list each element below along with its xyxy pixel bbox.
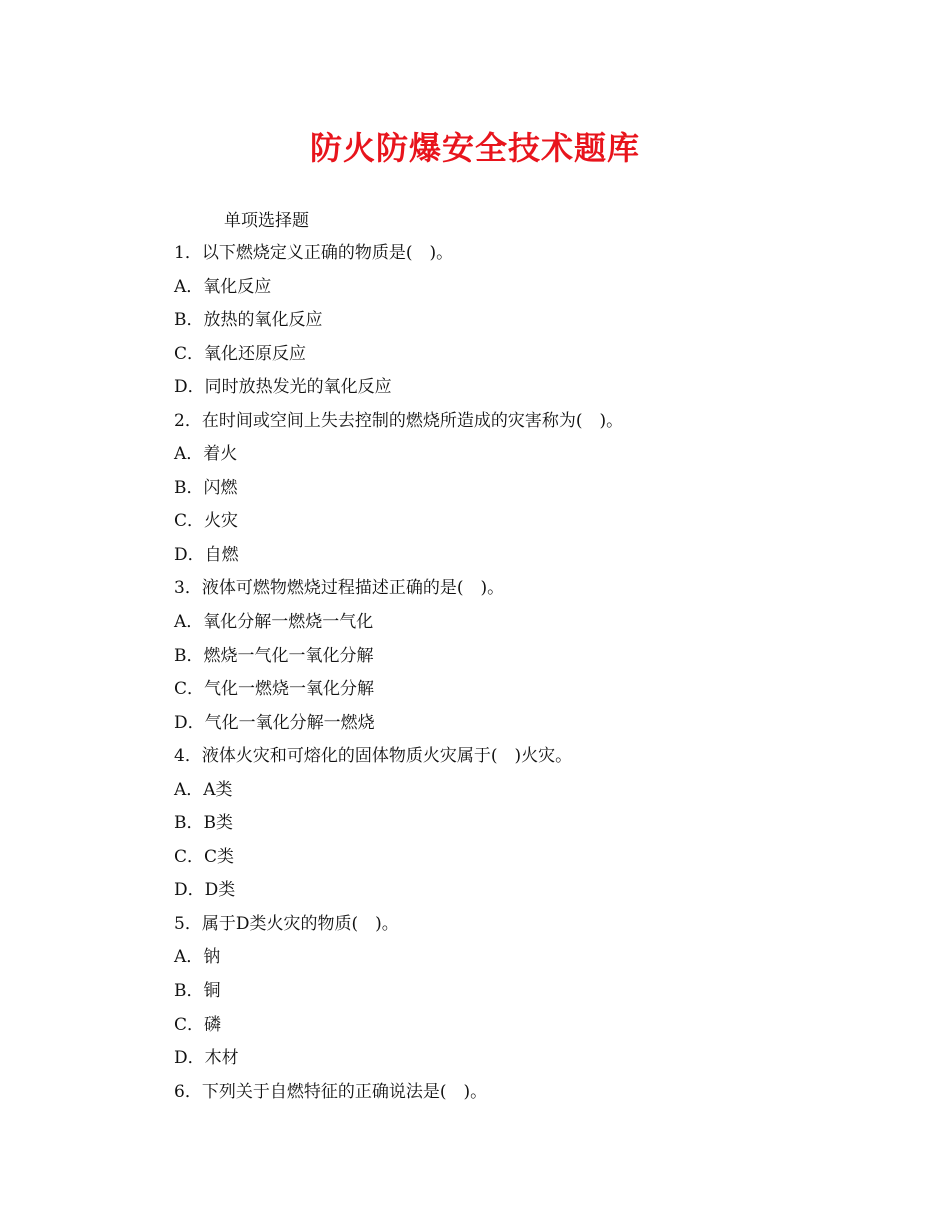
option-line: D．同时放热发光的氧化反应: [174, 377, 392, 398]
option-line: D．气化一氧化分解一燃烧: [174, 712, 375, 733]
option-line: B．闪燃: [174, 477, 238, 498]
option-line: D．自燃: [174, 544, 239, 565]
question-list: [174, 240, 874, 1112]
option-line: C．火灾: [174, 511, 239, 532]
question-line: 4．液体火灾和可熔化的固体物质火灾属于( )火灾。: [174, 746, 573, 767]
option-line: B．铜: [174, 981, 221, 1002]
option-line: A．着火: [174, 444, 238, 465]
question-line: 1．以下燃烧定义正确的物质是( )。: [174, 243, 454, 263]
option-line: B．燃烧一气化一氧化分解: [174, 645, 374, 666]
question-line: 5．属于D类火灾的物质( )。: [174, 913, 399, 934]
option-line: C．氧化还原反应: [174, 343, 307, 364]
question-line: 2．在时间或空间上失去控制的燃烧所造成的灾害称为( )。: [174, 410, 624, 431]
option-line: A．氧化反应: [174, 276, 272, 297]
option-line: C．气化一燃烧一氧化分解: [174, 679, 375, 700]
question-line: 3．液体可燃物燃烧过程描述正确的是( )。: [174, 578, 505, 599]
page-title: 防火防爆安全技术题库: [309, 129, 640, 167]
option-line: B．放热的氧化反应: [174, 310, 323, 331]
option-line: A．钠: [174, 947, 221, 968]
option-line: D．木材: [174, 1048, 239, 1069]
option-line: B．B类: [174, 813, 233, 834]
option-line: A．A类: [174, 779, 233, 800]
option-line: C．磷: [174, 1014, 222, 1035]
question-line: 6．下列关于自燃特征的正确说法是( )。: [174, 1081, 488, 1102]
option-line: C．C类: [174, 846, 235, 867]
section-heading: 单项选择题: [224, 211, 309, 231]
option-line: A．氧化分解一燃烧一气化: [174, 612, 374, 633]
option-line: D．D类: [174, 880, 236, 901]
